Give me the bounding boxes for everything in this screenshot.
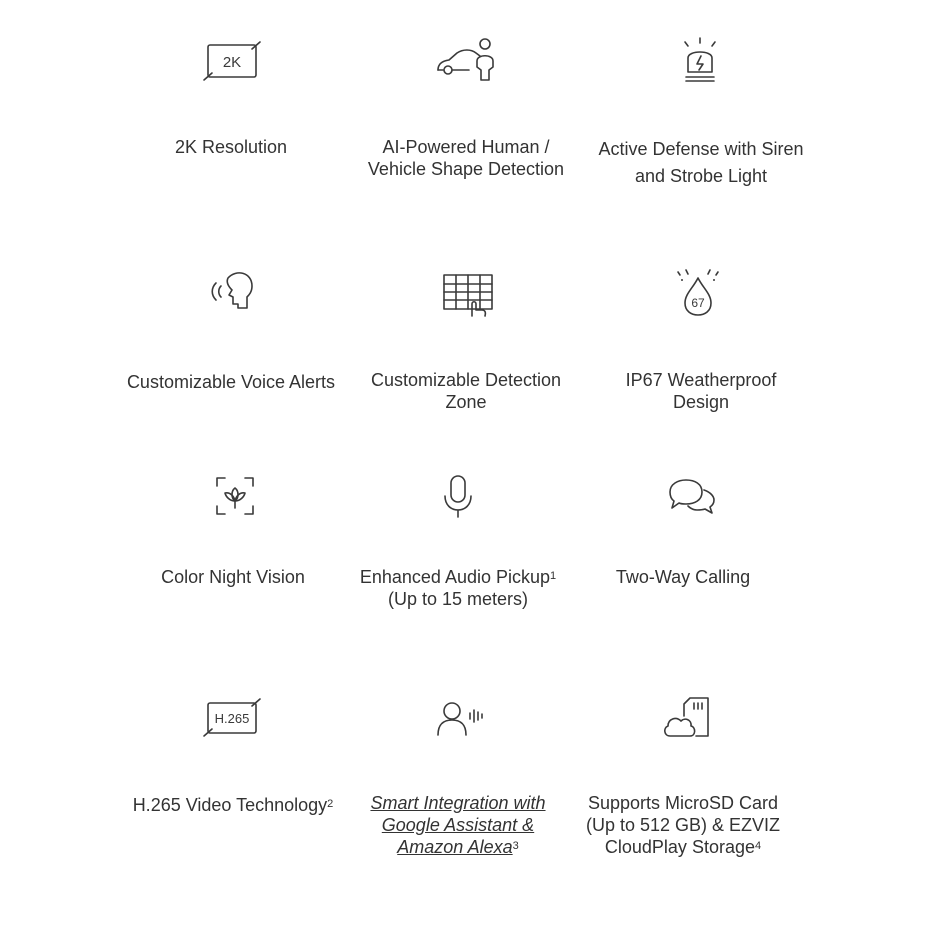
smart-integration-link[interactable]: Smart Integration with Google Assistant & Amazon Alexa: [370, 793, 546, 857]
human-vehicle-detection-icon: [433, 34, 497, 90]
feature-label-2k-resolution: 2K Resolution: [174, 137, 288, 157]
svg-text:2K: 2K: [222, 54, 242, 71]
2k-resolution-icon: [200, 34, 264, 90]
svg-text:67: 67: [691, 296, 705, 310]
feature-label-weatherproof: IP67 Weatherproof Design: [625, 370, 777, 412]
feature-label-voice-alerts: Customizable Voice Alerts: [126, 372, 336, 392]
feature-label-two-way-calling: Two-Way Calling: [615, 567, 751, 587]
weatherproof-drop-icon: [666, 266, 730, 322]
siren-strobe-icon: [668, 34, 732, 90]
detection-zone-grid-icon: [436, 266, 500, 322]
feature-label-siren-strobe: Active Defense with Siren and Strobe Light: [598, 139, 804, 186]
feature-label-human-vehicle-detection: AI-Powered Human / Vehicle Shape Detection: [367, 137, 565, 179]
feature-label-microsd-cloud: Supports MicroSD Card (Up to 512 GB) & EZVIZ CloudPlay Storage$^4$: [585, 793, 781, 857]
voice-alert-icon: [200, 266, 264, 322]
microsd-cloud-icon: [656, 690, 720, 746]
feature-label-h265: H.265 Video Technology$^2$: [132, 795, 334, 815]
color-night-vision-icon: [203, 468, 267, 524]
feature-label-detection-zone: Customizable Detection Zone: [370, 370, 562, 412]
microphone-icon: [426, 468, 490, 524]
svg-text:H.265: H.265: [214, 711, 250, 726]
feature-label-smart-integration[interactable]: Smart Integration with Google Assistant & Amazon Alexa$^3$: [370, 793, 546, 857]
feature-label-audio-pickup: Enhanced Audio Pickup$^1$ (Up to 15 meters): [359, 567, 557, 609]
feature-label-color-night-vision: Color Night Vision: [161, 567, 305, 587]
voice-assistant-icon: [430, 690, 494, 746]
chat-bubbles-icon: [660, 468, 724, 524]
h265-icon: [200, 690, 264, 746]
